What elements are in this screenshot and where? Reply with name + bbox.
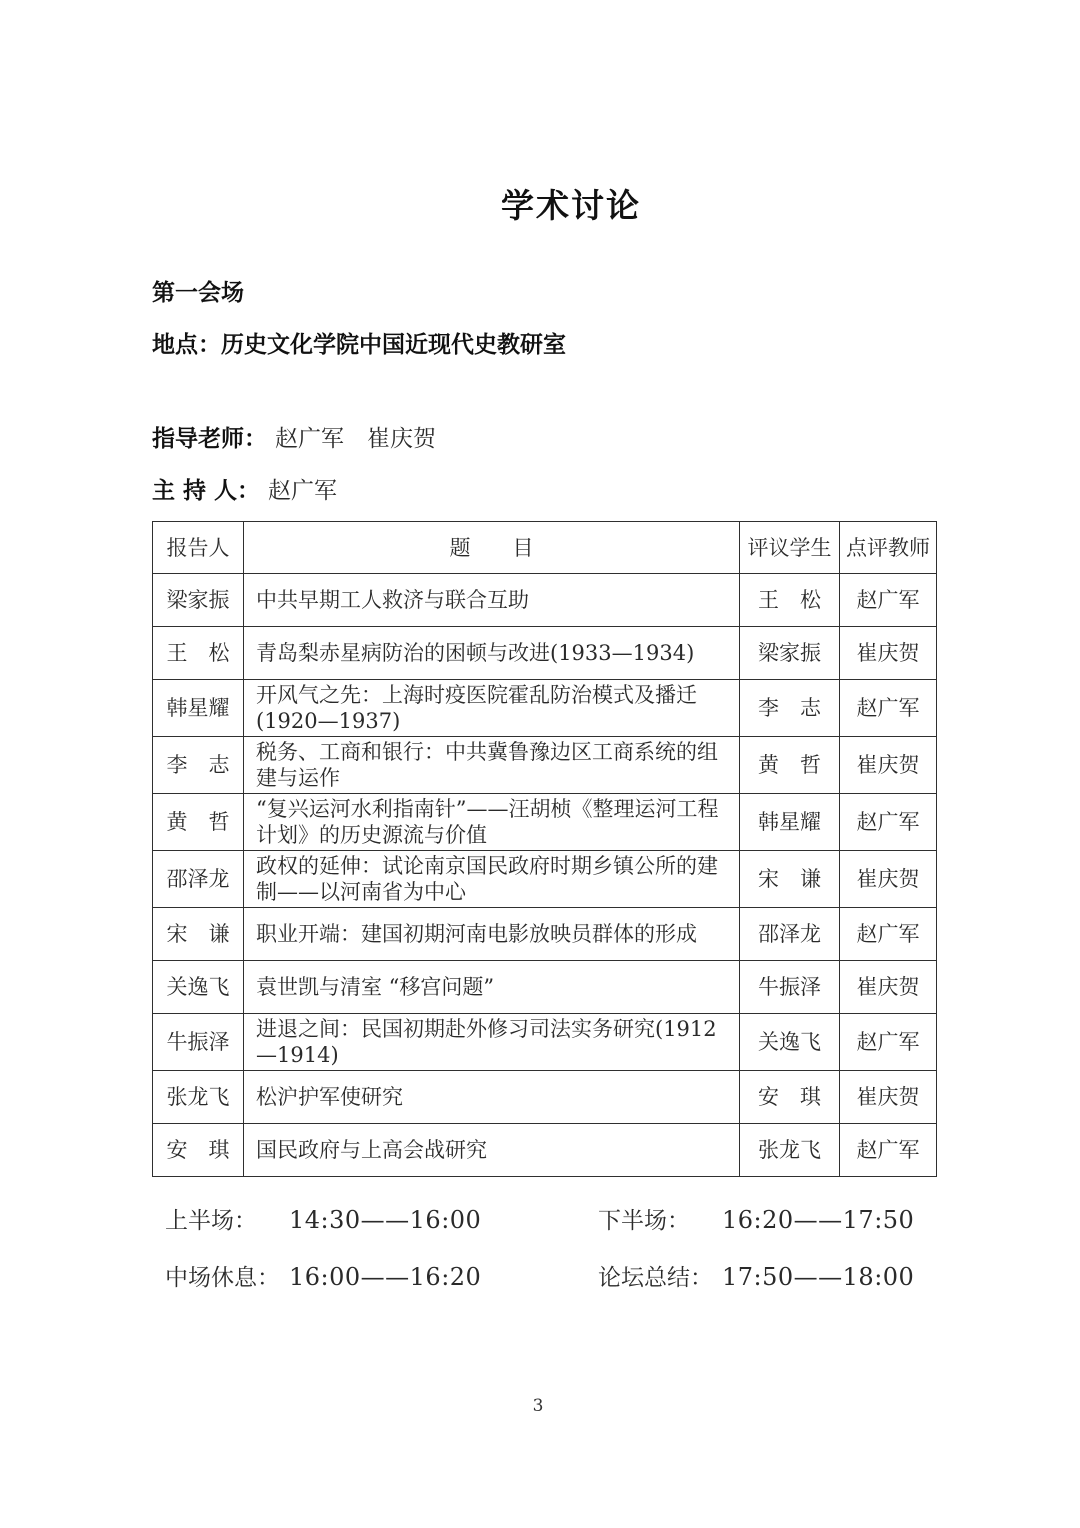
presentation-table [152,521,937,1177]
table-row [153,908,937,961]
time-item-first-half [165,1202,598,1235]
time-item-second-half [598,1202,935,1235]
title-cell: “复兴运河水利指南针”——汪胡桢《整理运河工程计划》的历史源流与价值 [244,794,740,851]
title-cell: 袁世凯与清室 “移宫问题” [244,961,740,1014]
title-cell: 开风气之先：上海时疫医院霍乱防治模式及播迁(1920—1937) [244,680,740,737]
col-header-reviewer: 评议学生 [740,522,840,574]
location-heading: 地点：历史文化学院中国近现代史教研室 [152,332,566,358]
col-header-presenter: 报告人 [153,522,244,574]
host-label: 主 持 人： [152,478,261,504]
table-row [153,1071,937,1124]
table-row [153,627,937,680]
time-item-summary [598,1259,935,1292]
time-value: 14:30——16:00 [289,1206,482,1234]
teacher-cell: 崔庆贺 [840,851,937,908]
title-cell: 进退之间：民国初期赴外修习司法实务研究(1912—1914) [244,1014,740,1071]
host-name: 赵广军 [268,478,338,504]
presenter-cell: 李 志 [153,737,244,794]
table-row [153,1014,937,1071]
advisors-label: 指导老师： [152,426,267,452]
reviewer-cell: 黄 哲 [740,737,840,794]
time-value: 16:20——17:50 [722,1206,915,1234]
time-value: 17:50——18:00 [722,1263,915,1291]
col-header-title: 题 目 [244,522,740,574]
title-cell: 中共早期工人救济与联合互助 [244,574,740,627]
presenter-cell: 黄 哲 [153,794,244,851]
table-row [153,794,937,851]
host-line [152,472,337,505]
time-label: 中场休息： [165,1265,280,1291]
reviewer-cell: 梁家振 [740,627,840,680]
time-label: 上半场： [165,1208,257,1234]
teacher-cell: 赵广军 [840,908,937,961]
title-cell: 青岛梨赤星病防治的困顿与改进(1933—1934) [244,627,740,680]
time-item-break [165,1259,598,1292]
presenter-cell: 牛振泽 [153,1014,244,1071]
teacher-cell: 崔庆贺 [840,627,937,680]
presenter-cell: 宋 谦 [153,908,244,961]
reviewer-cell: 安 琪 [740,1071,840,1124]
table-header-row [153,522,937,574]
session-heading: 第一会场 [152,280,244,306]
reviewer-cell: 张龙飞 [740,1124,840,1177]
teacher-cell: 崔庆贺 [840,737,937,794]
time-label: 下半场： [598,1208,690,1234]
presenter-cell: 关逸飞 [153,961,244,1014]
page-number: 3 [532,1396,544,1416]
teacher-cell: 赵广军 [840,680,937,737]
reviewer-cell: 牛振泽 [740,961,840,1014]
title-cell: 税务、工商和银行：中共冀鲁豫边区工商系统的组建与运作 [244,737,740,794]
reviewer-cell: 王 松 [740,574,840,627]
reviewer-cell: 关逸飞 [740,1014,840,1071]
advisors-names: 赵广军 崔庆贺 [275,426,436,452]
table-row [153,737,937,794]
time-label: 论坛总结： [598,1265,713,1291]
teacher-cell: 崔庆贺 [840,1071,937,1124]
teacher-cell: 赵广军 [840,794,937,851]
reviewer-cell: 邵泽龙 [740,908,840,961]
teacher-cell: 赵广军 [840,574,937,627]
presenter-cell: 王 松 [153,627,244,680]
page-title: 学术讨论 [501,186,641,225]
title-cell: 职业开端：建国初期河南电影放映员群体的形成 [244,908,740,961]
presenter-cell: 梁家振 [153,574,244,627]
teacher-cell: 赵广军 [840,1014,937,1071]
presenter-cell: 邵泽龙 [153,851,244,908]
presenter-cell: 韩星耀 [153,680,244,737]
title-cell: 政权的延伸：试论南京国民政府时期乡镇公所的建制——以河南省为中心 [244,851,740,908]
teacher-cell: 崔庆贺 [840,961,937,1014]
reviewer-cell: 宋 谦 [740,851,840,908]
presenter-cell: 张龙飞 [153,1071,244,1124]
reviewer-cell: 李 志 [740,680,840,737]
reviewer-cell: 韩星耀 [740,794,840,851]
table-row [153,961,937,1014]
time-value: 16:00——16:20 [289,1263,482,1291]
title-cell: 松沪护军使研究 [244,1071,740,1124]
table-row [153,680,937,737]
col-header-teacher: 点评教师 [840,522,937,574]
table-row [153,1124,937,1177]
title-cell: 国民政府与上高会战研究 [244,1124,740,1177]
timetable [165,1202,935,1292]
presenter-cell: 安 琪 [153,1124,244,1177]
advisors-line [152,420,436,453]
table-row [153,574,937,627]
teacher-cell: 赵广军 [840,1124,937,1177]
table-row [153,851,937,908]
